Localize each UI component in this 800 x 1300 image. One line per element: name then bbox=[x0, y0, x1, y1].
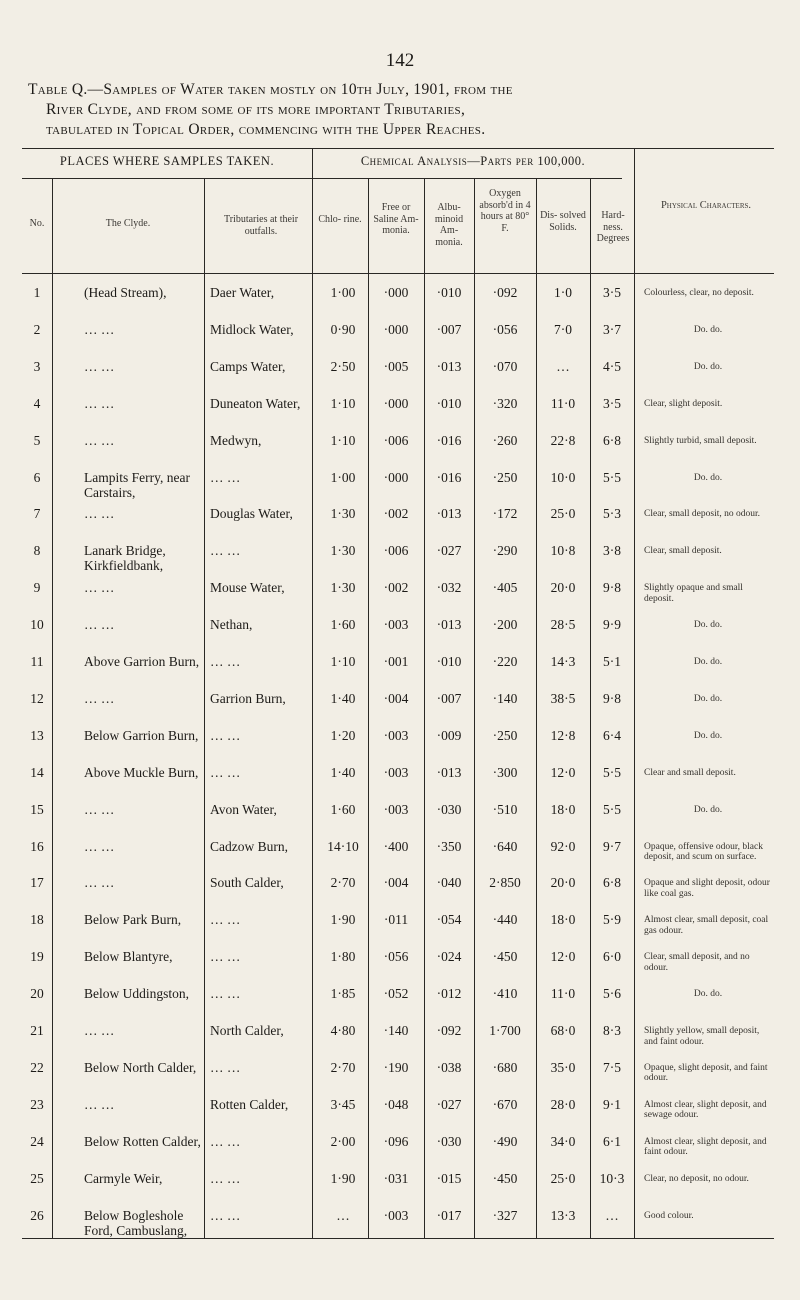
dissolved-solids-value: 35·0 bbox=[550, 1059, 576, 1075]
chlorine-value: 1·30 bbox=[330, 580, 356, 596]
row-number: 15 bbox=[30, 801, 44, 817]
oxygen-absorbed-value: ·490 bbox=[492, 1133, 518, 1149]
physical-characters: Do. do. bbox=[693, 657, 723, 667]
free-ammonia-value: ·005 bbox=[383, 358, 409, 374]
dissolved-solids-value: 25·0 bbox=[550, 506, 576, 522]
oxygen-absorbed-value: ·680 bbox=[492, 1059, 518, 1075]
tributary-name: … … bbox=[210, 1207, 241, 1223]
physical-characters: Clear, no deposit, no odour. bbox=[644, 1173, 749, 1184]
col-header-physical-characters: Physical Characters. bbox=[660, 200, 752, 211]
physical-characters: Do. do. bbox=[693, 989, 723, 1000]
physical-characters: Clear, small deposit. bbox=[644, 546, 722, 557]
clyde-location: Below Park Burn, bbox=[84, 912, 182, 928]
albuminoid-ammonia-value: ·017 bbox=[436, 1207, 462, 1223]
oxygen-absorbed-value: ·320 bbox=[492, 395, 518, 411]
physical-characters: Clear, small deposit, no odour. bbox=[644, 509, 760, 520]
chlorine-value: … bbox=[336, 1207, 350, 1223]
dissolved-solids-value: 28·0 bbox=[550, 1096, 576, 1112]
dissolved-solids-value: 12·0 bbox=[550, 949, 576, 965]
oxygen-absorbed-value: ·410 bbox=[492, 986, 518, 1002]
col-header-tributaries: Tributaries at their outfalls. bbox=[223, 214, 299, 237]
clyde-location: … … bbox=[84, 801, 115, 817]
tributary-name: … … bbox=[210, 912, 241, 928]
hardness-value: 6·0 bbox=[603, 949, 621, 965]
chlorine-value: 14·10 bbox=[327, 838, 359, 854]
title-line-1: Table Q.—Samples of Water taken mostly on 10th July, 1901, from the bbox=[28, 81, 513, 98]
tributary-name: Douglas Water, bbox=[210, 506, 293, 522]
albuminoid-ammonia-value: ·027 bbox=[436, 1096, 462, 1112]
dissolved-solids-value: 10·0 bbox=[550, 469, 576, 485]
oxygen-absorbed-value: ·250 bbox=[492, 469, 518, 485]
oxygen-absorbed-value: ·200 bbox=[492, 617, 518, 633]
hardness-value: … bbox=[605, 1207, 619, 1223]
oxygen-absorbed-value: ·140 bbox=[492, 690, 518, 706]
dissolved-solids-value: 18·0 bbox=[550, 912, 576, 928]
physical-characters: Do. do. bbox=[693, 730, 723, 741]
tributary-name: North Calder, bbox=[210, 1023, 284, 1038]
clyde-location: … … bbox=[84, 1096, 115, 1112]
physical-characters: Almost clear, slight deposit, and faint odour. bbox=[644, 1136, 767, 1158]
physical-characters: Slightly turbid, small deposit. bbox=[644, 435, 757, 446]
albuminoid-ammonia-value: ·024 bbox=[436, 949, 462, 965]
clyde-location: … … bbox=[84, 617, 115, 633]
hardness-value: 3·5 bbox=[603, 395, 621, 411]
row-number: 3 bbox=[33, 358, 41, 374]
row-number: 21 bbox=[30, 1023, 44, 1038]
chlorine-value: 3·45 bbox=[330, 1096, 356, 1112]
dissolved-solids-value: 92·0 bbox=[550, 838, 576, 854]
chlorine-value: 4·80 bbox=[330, 1023, 356, 1038]
physical-characters: Do. do. bbox=[693, 324, 723, 335]
row-number: 8 bbox=[33, 543, 41, 559]
hardness-value: 6·1 bbox=[603, 1133, 621, 1149]
hardness-value: 3·7 bbox=[603, 321, 621, 337]
chlorine-value: 1·30 bbox=[330, 543, 356, 559]
row-number: 13 bbox=[30, 727, 44, 743]
albuminoid-ammonia-value: ·027 bbox=[436, 543, 462, 559]
row-number: 17 bbox=[30, 875, 44, 891]
clyde-location: Below Uddingston, bbox=[84, 986, 190, 1002]
row-number: 4 bbox=[33, 395, 41, 411]
dissolved-solids-value: 20·0 bbox=[550, 580, 576, 596]
albuminoid-ammonia-value: ·030 bbox=[436, 1133, 462, 1149]
oxygen-absorbed-value: ·220 bbox=[492, 654, 518, 669]
water-analysis-table bbox=[22, 148, 774, 1240]
hardness-value: 5·9 bbox=[603, 912, 621, 928]
free-ammonia-value: ·048 bbox=[383, 1096, 409, 1112]
physical-characters: Clear, slight deposit. bbox=[644, 398, 723, 409]
hardness-value: 9·8 bbox=[603, 580, 621, 596]
albuminoid-ammonia-value: ·013 bbox=[436, 506, 462, 522]
hardness-value: 9·9 bbox=[603, 617, 621, 633]
albuminoid-ammonia-value: ·016 bbox=[436, 432, 462, 448]
free-ammonia-value: ·056 bbox=[383, 949, 409, 965]
tributary-name: … … bbox=[210, 727, 241, 743]
albuminoid-ammonia-value: ·009 bbox=[436, 727, 462, 743]
free-ammonia-value: ·003 bbox=[383, 801, 409, 817]
chemical-group-header: Chemical Analysis—Parts per 100,000. bbox=[360, 154, 586, 168]
tributary-name: Duneaton Water, bbox=[210, 395, 301, 411]
physical-characters: Slightly opaque and small deposit. bbox=[644, 583, 743, 604]
chlorine-value: 1·85 bbox=[330, 986, 356, 1002]
row-number: 10 bbox=[30, 617, 44, 633]
row-number: 11 bbox=[30, 654, 44, 669]
tributary-name: Daer Water, bbox=[210, 285, 275, 300]
physical-characters: Opaque and slight deposit, odour like coal gas. bbox=[644, 878, 770, 899]
column-header-rule bbox=[22, 273, 774, 274]
dissolved-solids-value: 7·0 bbox=[554, 321, 572, 337]
title-line-2: River Clyde, and from some of its more important Tributaries, bbox=[46, 101, 466, 118]
physical-characters: Colourless, clear, no deposit. bbox=[644, 288, 754, 298]
hardness-value: 6·8 bbox=[603, 875, 621, 891]
hardness-value: 3·8 bbox=[603, 543, 621, 559]
free-ammonia-value: ·003 bbox=[383, 727, 409, 743]
physical-characters: Slightly yellow, small deposit, and faint odour. bbox=[644, 1026, 760, 1047]
tributary-name: … … bbox=[210, 543, 241, 559]
free-ammonia-value: ·006 bbox=[383, 432, 409, 448]
row-number: 6 bbox=[33, 469, 41, 485]
albuminoid-ammonia-value: ·012 bbox=[436, 986, 462, 1002]
physical-characters: Do. do. bbox=[693, 472, 723, 483]
hardness-value: 5·3 bbox=[603, 506, 621, 522]
albuminoid-ammonia-value: ·007 bbox=[436, 690, 462, 706]
col-header-albuminoid-ammonia: Albu- minoid Am- monia. bbox=[434, 202, 464, 248]
chlorine-value: 1·60 bbox=[330, 617, 356, 633]
dissolved-solids-value: 11·0 bbox=[550, 986, 576, 1002]
dissolved-solids-value: 14·3 bbox=[550, 654, 576, 669]
free-ammonia-value: ·006 bbox=[383, 543, 409, 559]
oxygen-absorbed-value: ·510 bbox=[492, 801, 518, 817]
albuminoid-ammonia-value: ·016 bbox=[436, 469, 462, 485]
clyde-location: Lampits Ferry, near Carstairs, bbox=[84, 469, 190, 500]
clyde-location: … … bbox=[84, 358, 115, 374]
col-header-free-ammonia: Free or Saline Am- monia. bbox=[373, 202, 419, 236]
dissolved-solids-value: 20·0 bbox=[550, 875, 576, 891]
hardness-value: 5·6 bbox=[603, 986, 621, 1002]
free-ammonia-value: ·002 bbox=[383, 580, 409, 596]
tributary-name: Garrion Burn, bbox=[210, 690, 286, 706]
col-header-oxygen-absorbed: Oxygen absorb'd in 4 hours at 80° F. bbox=[479, 188, 531, 234]
chlorine-value: 1·10 bbox=[330, 395, 356, 411]
tributary-name: … … bbox=[210, 949, 241, 965]
row-number: 14 bbox=[30, 764, 44, 780]
oxygen-absorbed-value: ·056 bbox=[492, 321, 518, 337]
chlorine-value: 1·10 bbox=[330, 432, 356, 448]
clyde-location: Above Muckle Burn, bbox=[84, 764, 199, 780]
dissolved-solids-value: 68·0 bbox=[550, 1023, 576, 1038]
hardness-value: 5·5 bbox=[603, 801, 621, 817]
oxygen-absorbed-value: ·640 bbox=[492, 838, 518, 854]
dissolved-solids-value: 10·8 bbox=[550, 543, 576, 559]
free-ammonia-value: ·096 bbox=[383, 1133, 409, 1149]
physical-characters: Do. do. bbox=[693, 361, 723, 372]
tributary-name: … … bbox=[210, 1133, 241, 1149]
dissolved-solids-value: 22·8 bbox=[550, 432, 576, 448]
free-ammonia-value: ·003 bbox=[383, 617, 409, 633]
oxygen-absorbed-value: ·250 bbox=[492, 727, 518, 743]
clyde-location: … … bbox=[84, 506, 115, 522]
albuminoid-ammonia-value: ·350 bbox=[436, 838, 462, 854]
free-ammonia-value: ·140 bbox=[383, 1023, 409, 1038]
clyde-location: … … bbox=[84, 395, 115, 411]
tributary-name: … … bbox=[210, 654, 241, 669]
chlorine-value: 2·50 bbox=[330, 358, 356, 374]
tributary-name: … … bbox=[210, 1059, 241, 1075]
chlorine-value: 1·40 bbox=[330, 690, 356, 706]
row-number: 23 bbox=[30, 1096, 44, 1112]
clyde-location: … … bbox=[84, 838, 115, 854]
physical-characters: Clear and small deposit. bbox=[644, 767, 736, 778]
albuminoid-ammonia-value: ·040 bbox=[436, 875, 462, 891]
dissolved-solids-value: 12·8 bbox=[550, 727, 576, 743]
hardness-value: 6·8 bbox=[603, 432, 621, 448]
clyde-location: … … bbox=[84, 875, 115, 891]
albuminoid-ammonia-value: ·015 bbox=[436, 1170, 462, 1186]
chlorine-value: 2·70 bbox=[330, 1059, 356, 1075]
albuminoid-ammonia-value: ·013 bbox=[436, 617, 462, 633]
row-number: 25 bbox=[30, 1170, 44, 1186]
physical-characters: Do. do. bbox=[693, 620, 723, 631]
tributary-name: Rotten Calder, bbox=[210, 1096, 289, 1112]
chlorine-value: 1·10 bbox=[330, 654, 356, 669]
oxygen-absorbed-value: ·670 bbox=[492, 1096, 518, 1112]
places-group-header: PLACES WHERE SAMPLES TAKEN. bbox=[59, 154, 275, 168]
dissolved-solids-value: 11·0 bbox=[550, 395, 576, 411]
row-number: 24 bbox=[30, 1133, 44, 1149]
hardness-value: 9·8 bbox=[603, 690, 621, 706]
albuminoid-ammonia-value: ·013 bbox=[436, 764, 462, 780]
dissolved-solids-value: 18·0 bbox=[550, 801, 576, 817]
hardness-value: 5·5 bbox=[603, 469, 621, 485]
free-ammonia-value: ·031 bbox=[383, 1170, 409, 1186]
clyde-location: … … bbox=[84, 1023, 115, 1038]
row-number: 9 bbox=[33, 580, 41, 596]
chlorine-value: 1·40 bbox=[330, 764, 356, 780]
oxygen-absorbed-value: ·440 bbox=[492, 912, 518, 928]
tributary-name: … … bbox=[210, 986, 241, 1002]
free-ammonia-value: ·052 bbox=[383, 986, 409, 1002]
tributary-name: Medwyn, bbox=[210, 432, 262, 448]
col-header-chlorine: Chlo- rine. bbox=[318, 214, 362, 225]
row-number: 5 bbox=[33, 432, 41, 448]
row-number: 12 bbox=[30, 690, 44, 706]
albuminoid-ammonia-value: ·032 bbox=[436, 580, 462, 596]
row-number: 7 bbox=[33, 506, 41, 522]
col-header-clyde: The Clyde. bbox=[105, 218, 151, 229]
free-ammonia-value: ·003 bbox=[383, 764, 409, 780]
chlorine-value: 1·00 bbox=[330, 469, 356, 485]
hardness-value: 9·7 bbox=[603, 838, 621, 854]
hardness-value: 5·5 bbox=[603, 764, 621, 780]
hardness-value: 8·3 bbox=[603, 1023, 621, 1038]
col-header-dissolved-solids: Dis- solved Solids. bbox=[540, 210, 586, 233]
tributary-name: Nethan, bbox=[210, 617, 253, 633]
dissolved-solids-value: 25·0 bbox=[550, 1170, 576, 1186]
oxygen-absorbed-value: ·450 bbox=[492, 1170, 518, 1186]
row-number: 2 bbox=[33, 321, 41, 337]
clyde-location: Carmyle Weir, bbox=[84, 1170, 163, 1186]
free-ammonia-value: ·004 bbox=[383, 690, 409, 706]
albuminoid-ammonia-value: ·010 bbox=[436, 285, 462, 300]
row-number: 22 bbox=[30, 1059, 44, 1075]
clyde-location: Below Bogleshole Ford, Cambuslang, bbox=[84, 1207, 188, 1238]
tributary-name: Camps Water, bbox=[210, 358, 286, 374]
free-ammonia-value: ·002 bbox=[383, 506, 409, 522]
free-ammonia-value: ·000 bbox=[383, 321, 409, 337]
clyde-location: … … bbox=[84, 432, 115, 448]
chlorine-value: 2·70 bbox=[330, 875, 356, 891]
clyde-location: Below Blantyre, bbox=[84, 949, 173, 965]
tributary-name: South Calder, bbox=[210, 875, 284, 891]
tributary-name: … … bbox=[210, 469, 241, 485]
albuminoid-ammonia-value: ·007 bbox=[436, 321, 462, 337]
dissolved-solids-value: 1·0 bbox=[554, 285, 572, 300]
clyde-location: … … bbox=[84, 321, 115, 337]
free-ammonia-value: ·000 bbox=[383, 469, 409, 485]
dissolved-solids-value: 28·5 bbox=[550, 617, 576, 633]
row-number: 18 bbox=[30, 912, 44, 928]
clyde-location: (Head Stream), bbox=[84, 285, 167, 300]
free-ammonia-value: ·003 bbox=[383, 1207, 409, 1223]
tributary-name: Cadzow Burn, bbox=[210, 838, 288, 854]
physical-characters: Do. do. bbox=[693, 804, 723, 815]
oxygen-absorbed-value: ·092 bbox=[492, 285, 518, 300]
tributary-name: Avon Water, bbox=[210, 801, 277, 817]
col-header-no: No. bbox=[29, 218, 45, 229]
physical-characters: Clear, small deposit, and no odour. bbox=[644, 952, 750, 973]
table-title bbox=[28, 80, 778, 140]
oxygen-absorbed-value: ·327 bbox=[492, 1207, 518, 1223]
hardness-value: 6·4 bbox=[603, 727, 621, 743]
free-ammonia-value: ·001 bbox=[383, 654, 409, 669]
chlorine-value: 2·00 bbox=[330, 1133, 356, 1149]
tributary-name: Mouse Water, bbox=[210, 580, 285, 596]
tributary-name: … … bbox=[210, 1170, 241, 1186]
chlorine-value: 1·90 bbox=[330, 1170, 356, 1186]
dissolved-solids-value: 12·0 bbox=[550, 764, 576, 780]
group-header-rule bbox=[22, 178, 622, 179]
row-number: 16 bbox=[30, 838, 44, 854]
oxygen-absorbed-value: ·405 bbox=[492, 580, 518, 596]
chlorine-value: 1·20 bbox=[330, 727, 356, 743]
row-number: 20 bbox=[30, 986, 44, 1002]
physical-characters: Do. do. bbox=[693, 693, 723, 704]
clyde-location: … … bbox=[84, 580, 115, 596]
oxygen-absorbed-value: ·290 bbox=[492, 543, 518, 559]
hardness-value: 4·5 bbox=[603, 358, 621, 374]
oxygen-absorbed-value: ·260 bbox=[492, 432, 518, 448]
title-line-3: tabulated in Topical Order, commencing with the Upper Reaches. bbox=[46, 121, 486, 138]
clyde-location: Below Rotten Calder, bbox=[84, 1133, 201, 1149]
hardness-value: 7·5 bbox=[603, 1059, 621, 1075]
hardness-value: 5·1 bbox=[603, 654, 621, 669]
albuminoid-ammonia-value: ·010 bbox=[436, 395, 462, 411]
physical-characters: Good colour. bbox=[644, 1210, 694, 1221]
chlorine-value: 1·90 bbox=[330, 912, 356, 928]
oxygen-absorbed-value: 2·850 bbox=[489, 875, 521, 891]
free-ammonia-value: ·000 bbox=[383, 285, 409, 300]
albuminoid-ammonia-value: ·030 bbox=[436, 801, 462, 817]
oxygen-absorbed-value: ·300 bbox=[492, 764, 518, 780]
oxygen-absorbed-value: ·070 bbox=[492, 358, 518, 374]
free-ammonia-value: ·004 bbox=[383, 875, 409, 891]
chlorine-value: 1·80 bbox=[330, 949, 356, 965]
dissolved-solids-value: 38·5 bbox=[550, 690, 576, 706]
albuminoid-ammonia-value: ·038 bbox=[436, 1059, 462, 1075]
free-ammonia-value: ·400 bbox=[383, 838, 409, 854]
albuminoid-ammonia-value: ·092 bbox=[436, 1023, 462, 1038]
physical-characters: Almost clear, small deposit, coal gas odour. bbox=[644, 915, 769, 936]
tributary-name: Midlock Water, bbox=[210, 321, 294, 337]
col-header-hardness: Hard- ness. Degrees bbox=[596, 210, 630, 244]
table-row bbox=[22, 1208, 774, 1254]
tributary-name: … … bbox=[210, 764, 241, 780]
chlorine-value: 1·00 bbox=[330, 285, 356, 300]
clyde-location: … … bbox=[84, 690, 115, 706]
table-top-rule bbox=[22, 148, 774, 149]
oxygen-absorbed-value: ·172 bbox=[492, 506, 518, 522]
free-ammonia-value: ·011 bbox=[383, 912, 409, 928]
albuminoid-ammonia-value: ·054 bbox=[436, 912, 462, 928]
row-number: 26 bbox=[30, 1207, 44, 1223]
chlorine-value: 1·60 bbox=[330, 801, 356, 817]
oxygen-absorbed-value: 1·700 bbox=[489, 1023, 521, 1038]
page-number: 142 bbox=[385, 50, 415, 71]
free-ammonia-value: ·000 bbox=[383, 395, 409, 411]
row-number: 19 bbox=[30, 949, 44, 965]
albuminoid-ammonia-value: ·013 bbox=[436, 358, 462, 374]
physical-characters: Opaque, slight deposit, and faint odour. bbox=[644, 1062, 768, 1084]
clyde-location: Lanark Bridge, Kirkfieldbank, bbox=[84, 543, 166, 574]
chlorine-value: 0·90 bbox=[330, 321, 356, 337]
clyde-location: Above Garrion Burn, bbox=[84, 654, 200, 669]
free-ammonia-value: ·190 bbox=[383, 1059, 409, 1075]
albuminoid-ammonia-value: ·010 bbox=[436, 654, 462, 669]
clyde-location: Below North Calder, bbox=[84, 1059, 197, 1075]
hardness-value: 3·5 bbox=[603, 285, 621, 300]
physical-characters: Almost clear, slight deposit, and sewage odour. bbox=[644, 1099, 767, 1121]
physical-characters: Opaque, offensive odour, black deposit, and scum on surface. bbox=[644, 841, 763, 862]
dissolved-solids-value: … bbox=[556, 358, 570, 374]
dissolved-solids-value: 13·3 bbox=[550, 1207, 576, 1223]
row-number: 1 bbox=[33, 285, 41, 300]
dissolved-solids-value: 34·0 bbox=[550, 1133, 576, 1149]
clyde-location: Below Garrion Burn, bbox=[84, 727, 199, 743]
hardness-value: 9·1 bbox=[603, 1096, 621, 1112]
hardness-value: 10·3 bbox=[599, 1170, 625, 1186]
oxygen-absorbed-value: ·450 bbox=[492, 949, 518, 965]
chlorine-value: 1·30 bbox=[330, 506, 356, 522]
